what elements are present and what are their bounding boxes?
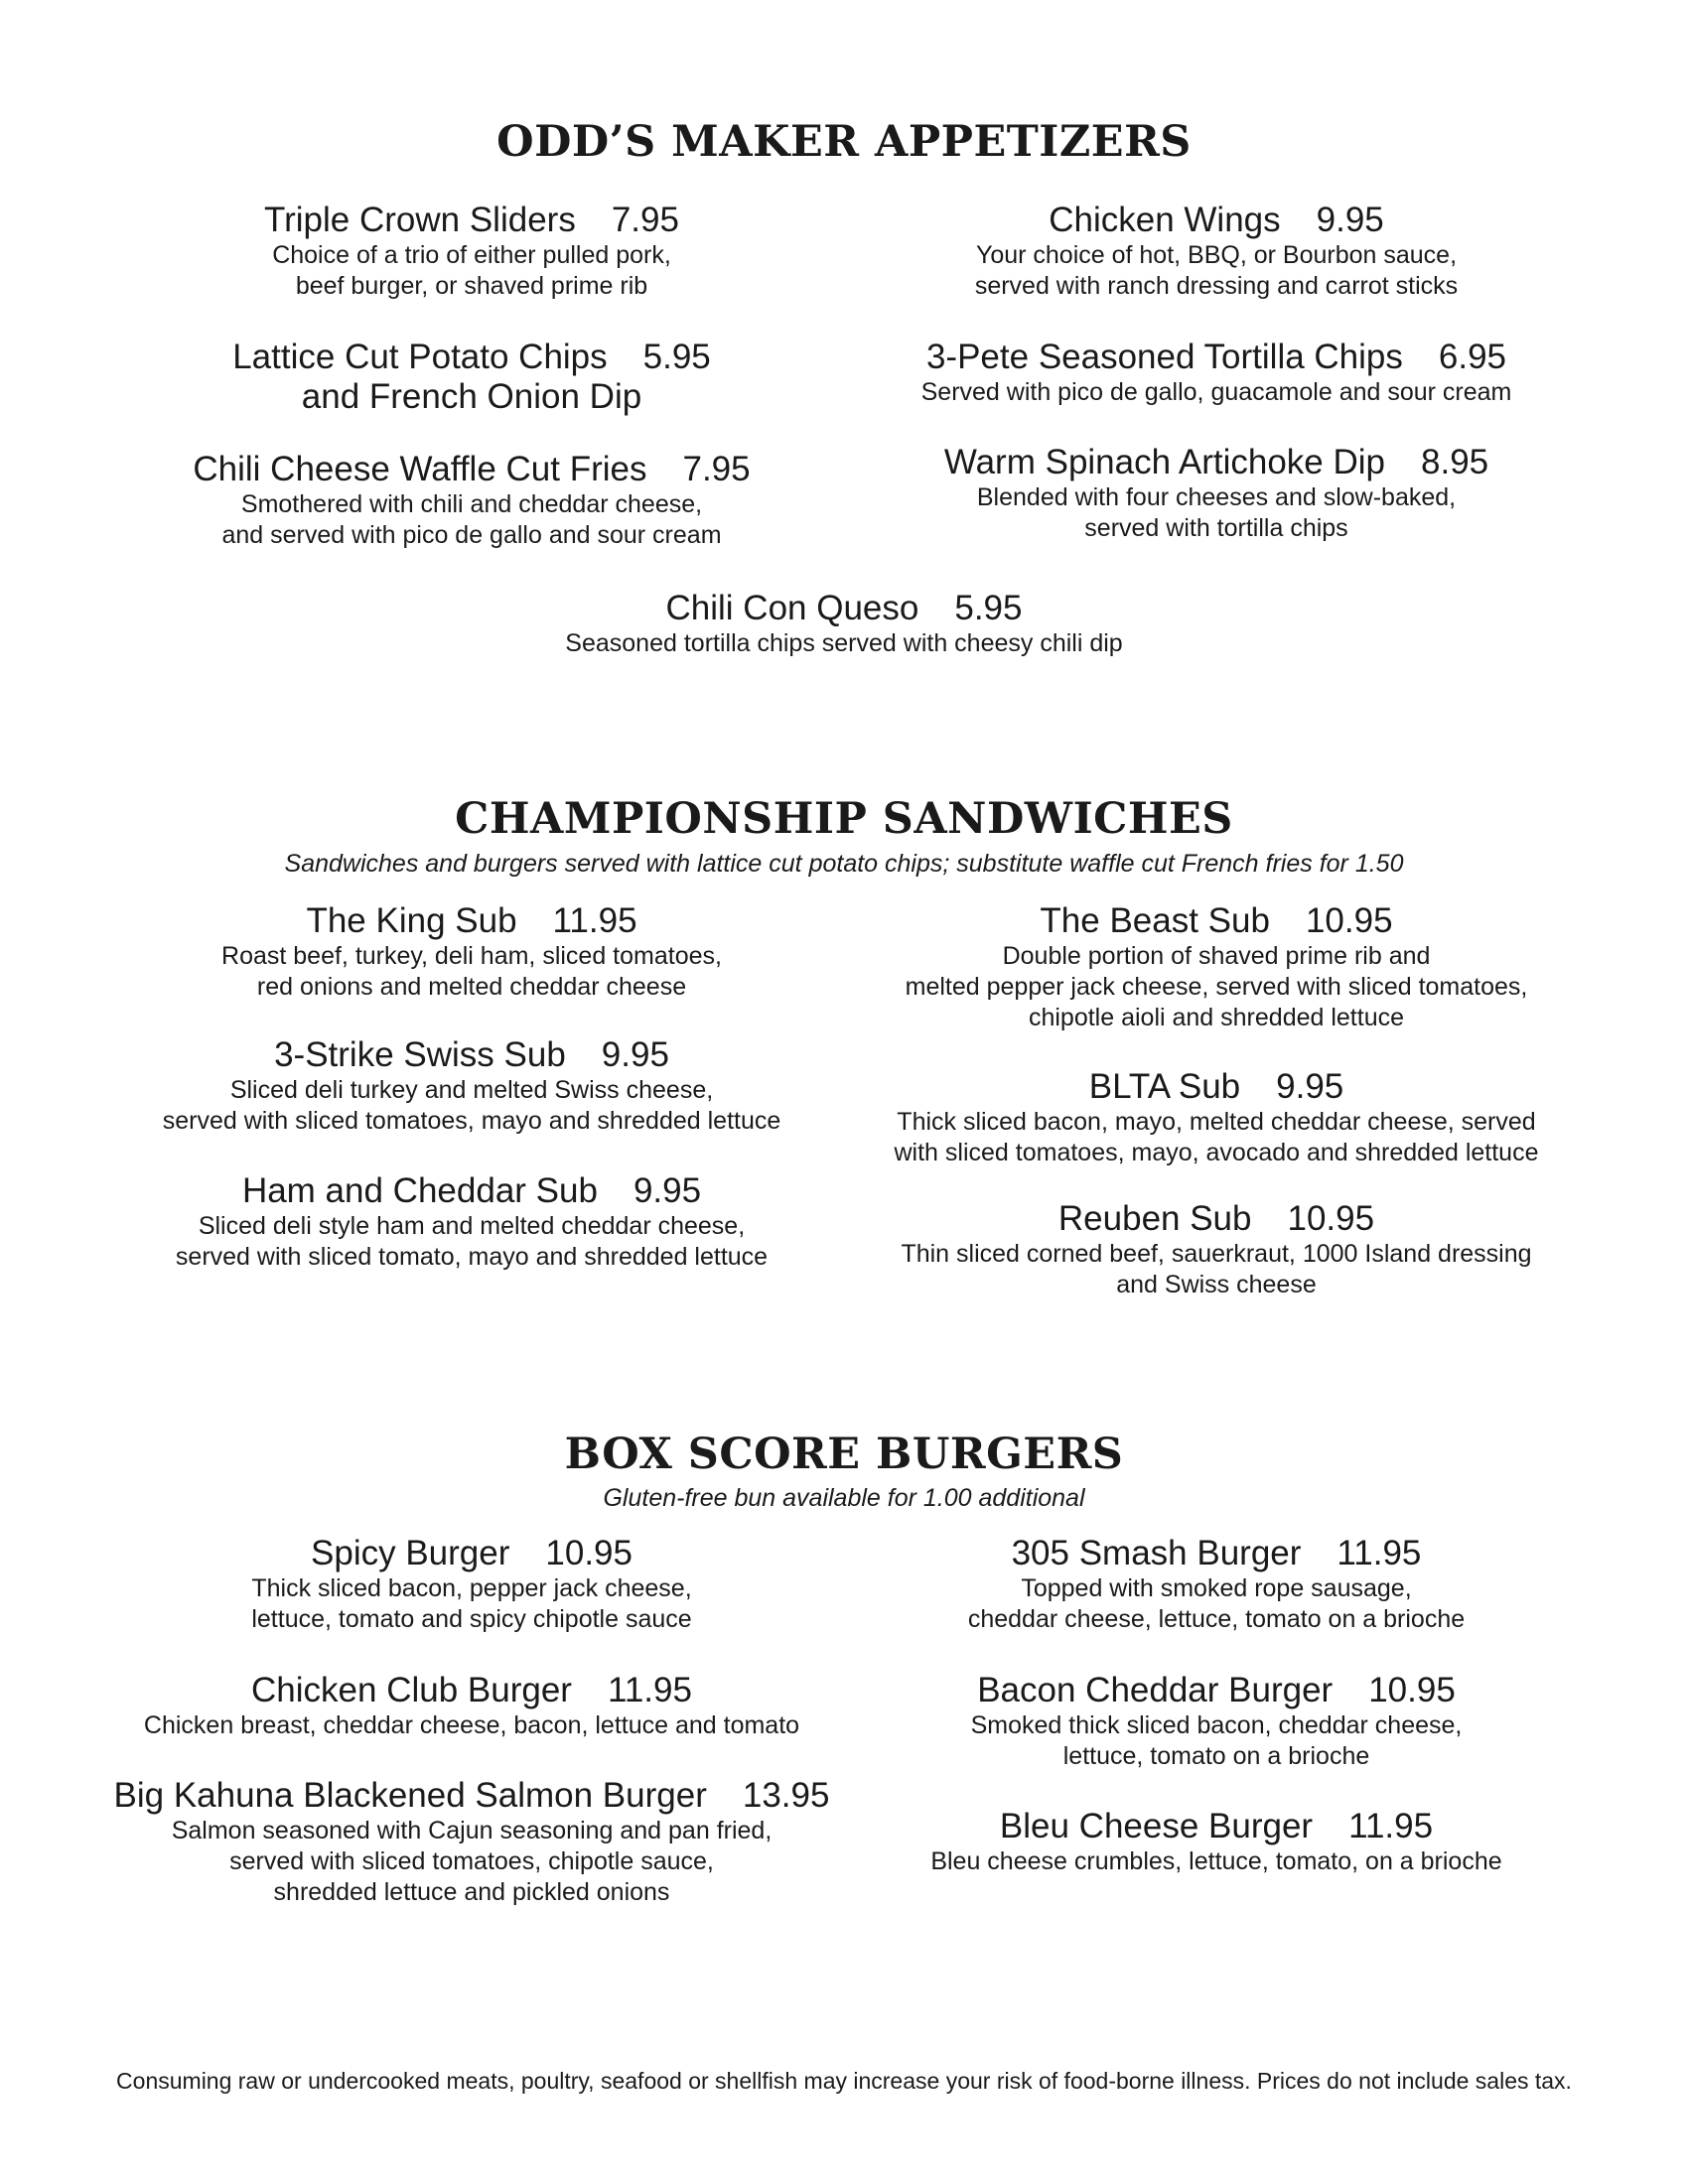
item-name: The King Sub <box>306 901 517 940</box>
item-description: Double portion of shaved prime rib and melted pepper jack cheese, served with sliced tomatoes, chipotle aioli and shredded lettuce <box>905 942 1528 1031</box>
item-price: 9.95 <box>1276 1067 1344 1106</box>
item-name: 305 Smash Burger <box>1011 1534 1302 1572</box>
item-price: 10.95 <box>1287 1199 1375 1238</box>
item-description: Your choice of hot, BBQ, or Bourbon sauce, served with ranch dressing and carrot sticks <box>974 241 1459 300</box>
item-description: Seasoned tortilla chips served with cheesy chili dip <box>565 629 1123 657</box>
item-price: 11.95 <box>1336 1534 1422 1572</box>
item-description: Smoked thick sliced bacon, cheddar cheese, lettuce, tomato on a brioche <box>970 1711 1463 1770</box>
item-name: Chicken Club Burger <box>251 1671 572 1709</box>
item-price: 8.95 <box>1421 443 1489 481</box>
menu-item <box>774 201 1658 302</box>
item-name: Lattice Cut Potato Chips <box>232 338 608 376</box>
menu-item <box>0 589 1688 659</box>
item-name: 3-Strike Swiss Sub <box>274 1035 566 1074</box>
item-description: Chicken breast, cheddar cheese, bacon, lettuce and tomato <box>143 1711 800 1739</box>
item-description: Served with pico de gallo, guacamole and sour cream <box>920 378 1512 406</box>
item-name: Triple Crown Sliders <box>264 201 576 239</box>
item-name: Reuben Sub <box>1057 1199 1252 1238</box>
burgers-subtitle: Gluten-free bun available for 1.00 additional <box>603 1484 1085 1512</box>
item-price: 11.95 <box>1348 1807 1434 1845</box>
burgers-title: BOX SCORE BURGERS <box>564 1430 1124 1479</box>
item-description: Bleu cheese crumbles, lettuce, tomato, on a brioche <box>930 1847 1502 1875</box>
sandwiches-title: CHAMPIONSHIP SANDWICHES <box>455 794 1233 844</box>
item-name: Bleu Cheese Burger <box>999 1807 1314 1845</box>
item-price: 9.95 <box>1316 201 1384 239</box>
item-name: Big Kahuna Blackened Salmon Burger <box>113 1776 707 1815</box>
menu-item <box>774 1807 1658 1877</box>
item-price: 5.95 <box>642 338 711 376</box>
item-name: BLTA Sub <box>1088 1067 1241 1106</box>
item-description: Smothered with chili and cheddar cheese, and served with pico de gallo and sour cream <box>221 490 722 549</box>
item-price: 11.95 <box>552 901 637 940</box>
item-description: Roast beef, turkey, deli ham, sliced tomatoes, red onions and melted cheddar cheese <box>221 942 722 1001</box>
item-description: Thin sliced corned beef, sauerkraut, 1000 Island dressing and Swiss cheese <box>901 1240 1532 1298</box>
item-description: Sliced deli style ham and melted cheddar cheese, served with sliced tomato, mayo and shredded lettuce <box>175 1212 769 1271</box>
appetizers-title: ODD’S MAKER APPETIZERS <box>496 117 1192 167</box>
item-name: 3-Pete Seasoned Tortilla Chips <box>925 338 1403 376</box>
item-name: Warm Spinach Artichoke Dip <box>943 443 1386 481</box>
menu-item <box>774 1534 1658 1635</box>
item-description: Blended with four cheeses and slow-baked, served with tortilla chips <box>976 483 1457 542</box>
item-name: Chili Cheese Waffle Cut Fries <box>193 450 647 488</box>
item-price: 10.95 <box>545 1534 633 1572</box>
item-price: 7.95 <box>611 201 679 239</box>
item-description: Salmon seasoned with Cajun seasoning and pan fried, served with sliced tomatoes, chipotle sauce, shredded lettuce and pickled onions <box>171 1817 773 1906</box>
item-name-line2: and French Onion Dip <box>301 377 642 416</box>
item-price: 7.95 <box>682 450 751 488</box>
item-description: Choice of a trio of either pulled pork, beef burger, or shaved prime rib <box>272 241 671 300</box>
item-price: 10.95 <box>1368 1671 1456 1709</box>
item-price: 5.95 <box>954 589 1023 627</box>
menu-item <box>774 338 1658 408</box>
item-name: The Beast Sub <box>1040 901 1270 940</box>
item-name: Bacon Cheddar Burger <box>977 1671 1334 1709</box>
item-price: 9.95 <box>633 1171 702 1210</box>
item-description: Sliced deli turkey and melted Swiss cheese, served with sliced tomatoes, mayo and shredded lettuce <box>162 1076 781 1135</box>
item-name: Ham and Cheddar Sub <box>241 1171 598 1210</box>
item-description: Topped with smoked rope sausage, cheddar cheese, lettuce, tomato on a brioche <box>967 1574 1466 1633</box>
menu-item <box>774 1067 1658 1168</box>
health-disclaimer: Consuming raw or undercooked meats, poultry, seafood or shellfish may increase your risk of food-borne illness. Prices do not include sales tax. <box>116 2068 1572 2094</box>
menu-item <box>774 1199 1658 1300</box>
menu-item <box>774 1671 1658 1772</box>
item-description: Thick sliced bacon, mayo, melted cheddar cheese, served with sliced tomatoes, mayo, avocado and shredded lettuce <box>894 1108 1539 1166</box>
item-price: 10.95 <box>1305 901 1393 940</box>
menu-item <box>774 443 1658 544</box>
item-price: 11.95 <box>607 1671 692 1709</box>
sandwiches-subtitle: Sandwiches and burgers served with lattice cut potato chips; substitute waffle cut French fries for 1.50 <box>284 850 1404 878</box>
item-price: 13.95 <box>742 1776 830 1815</box>
item-price: 9.95 <box>601 1035 669 1074</box>
item-name: Chili Con Queso <box>665 589 919 627</box>
item-price: 6.95 <box>1438 338 1507 376</box>
menu-item <box>774 901 1658 1033</box>
item-description: Thick sliced bacon, pepper jack cheese, lettuce, tomato and spicy chipotle sauce <box>251 1574 692 1633</box>
item-name: Chicken Wings <box>1049 201 1281 239</box>
item-name: Spicy Burger <box>311 1534 510 1572</box>
